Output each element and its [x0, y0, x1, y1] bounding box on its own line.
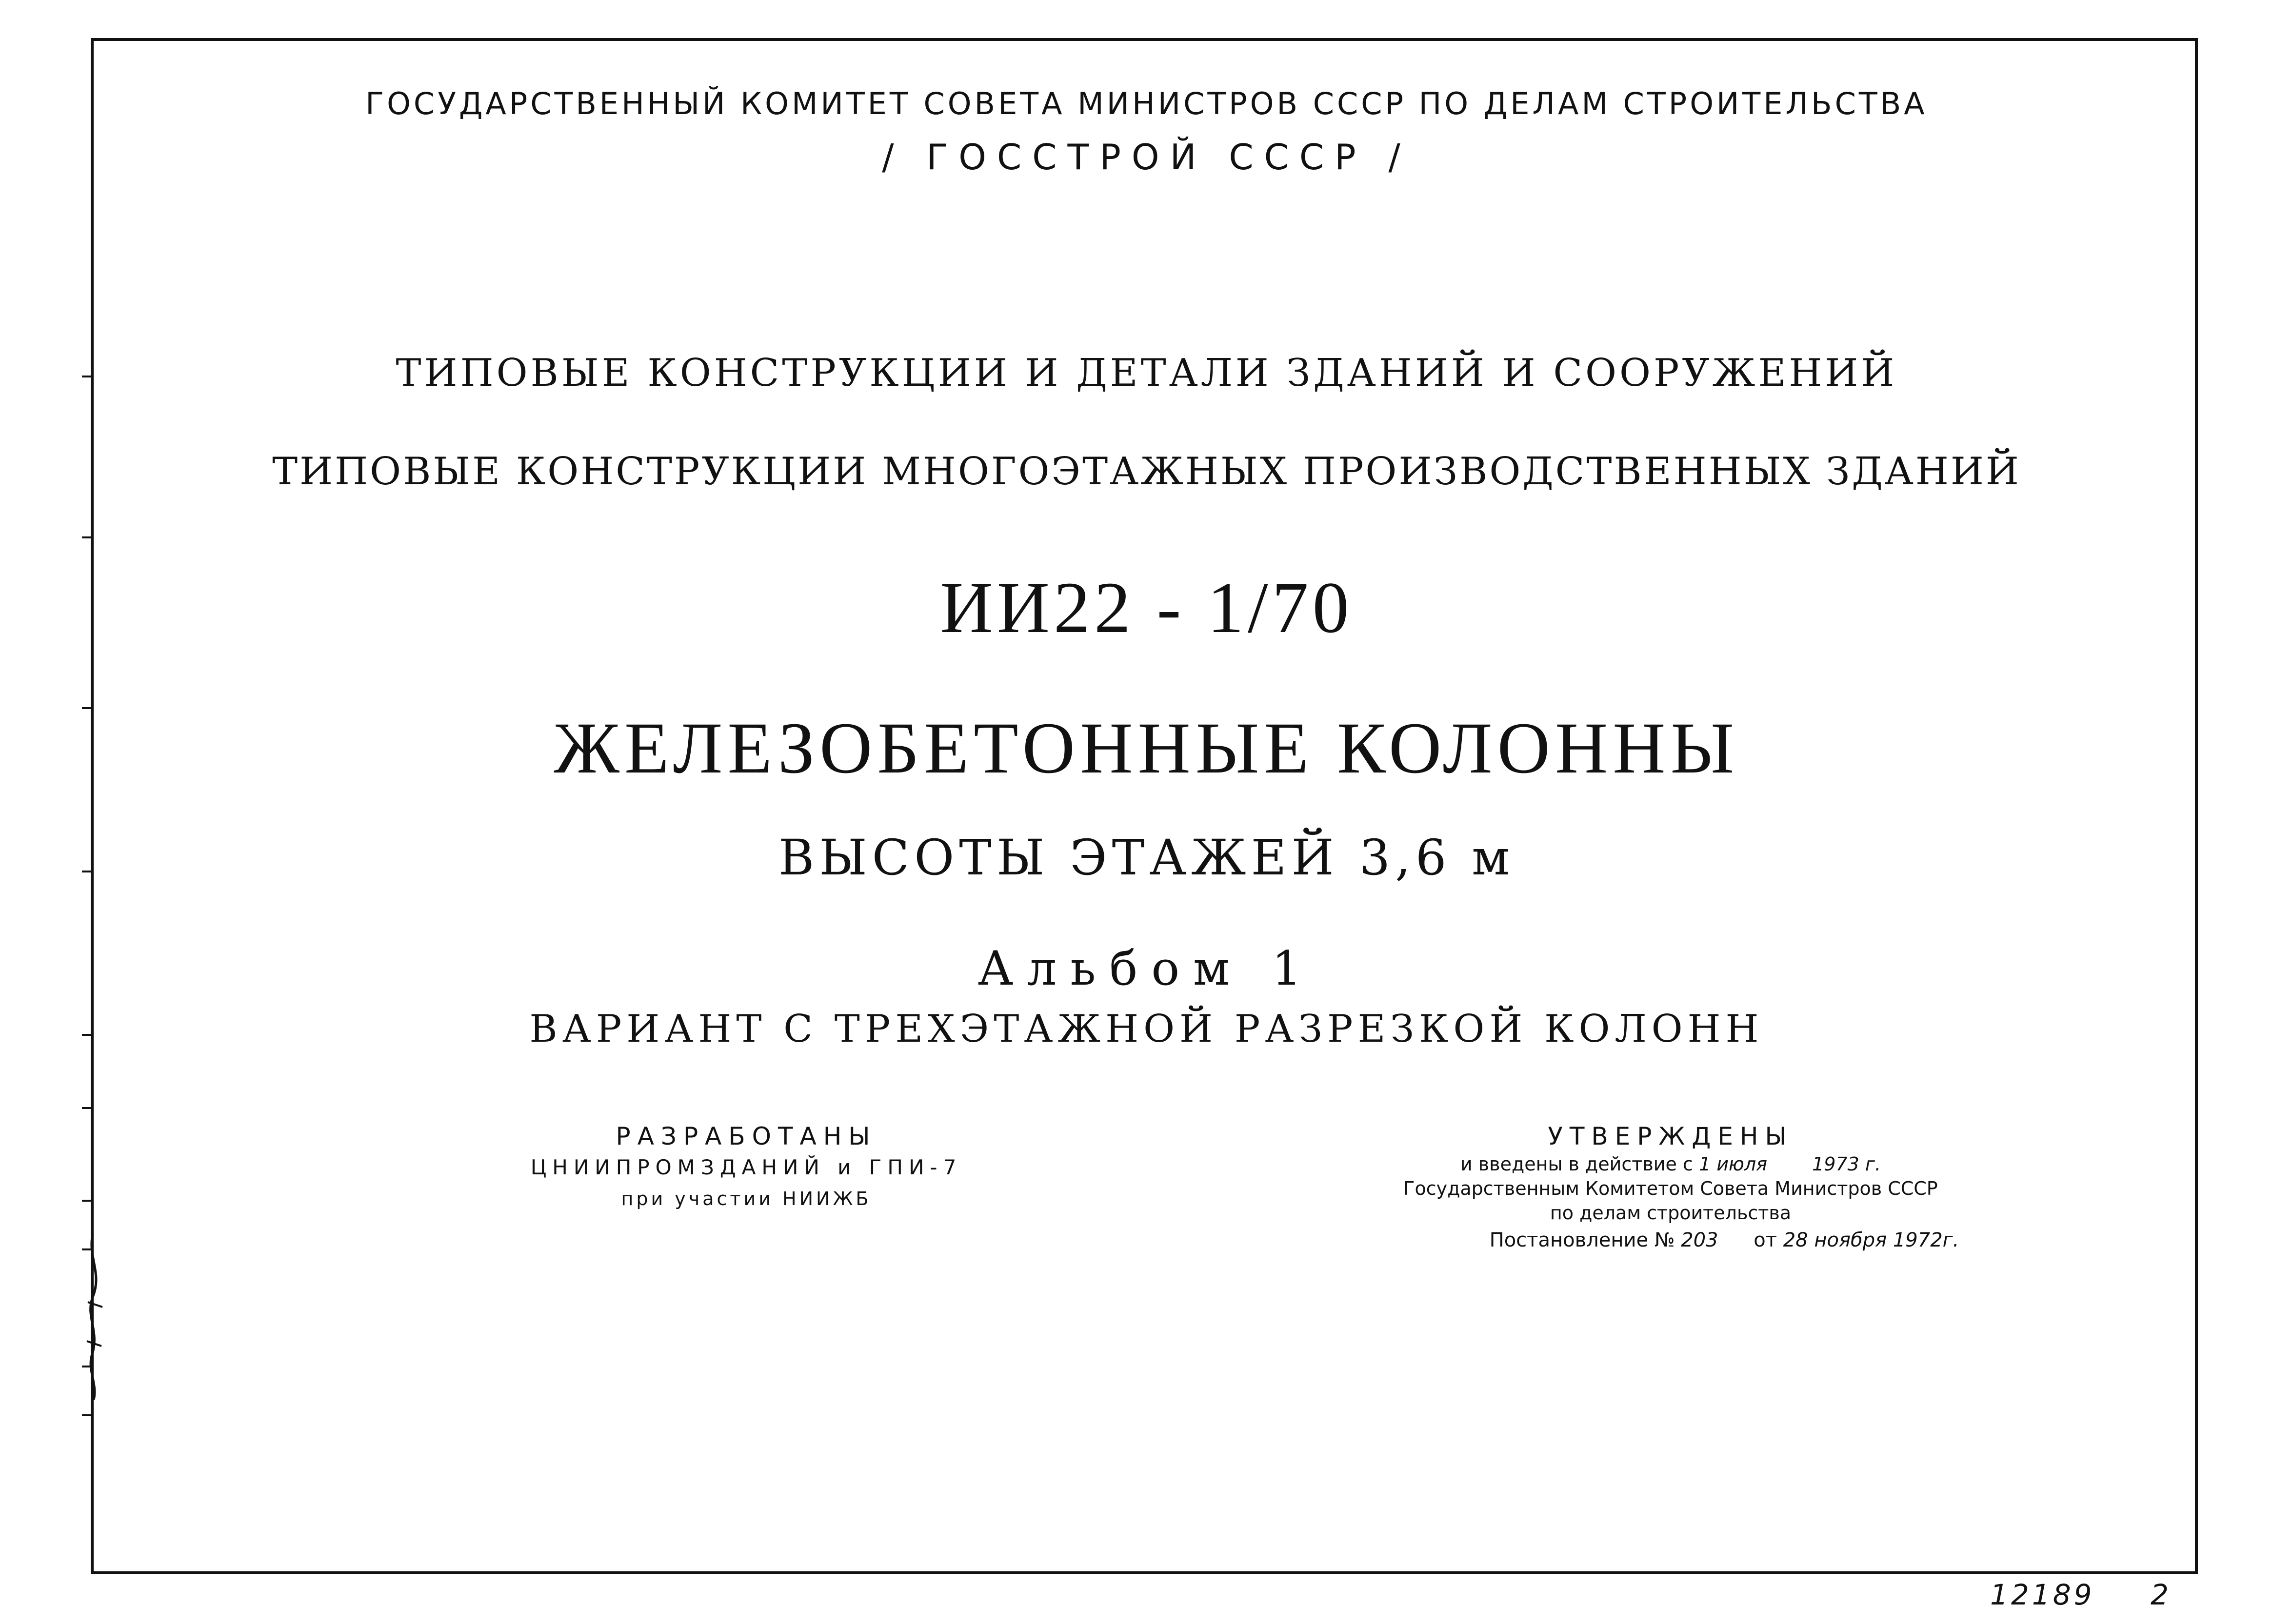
margin-tick — [82, 536, 94, 538]
effective-year: 1973 г. — [1812, 1153, 1881, 1175]
developed-org: ЦНИИПРОМЗДАНИЙ и ГПИ-7 — [530, 1155, 962, 1179]
variant-label: ВАРИАНТ С ТРЕХЭТАЖНОЙ РАЗРЕЗКОЙ КОЛОНН — [529, 1007, 1764, 1051]
approved-authority: Государственным Комитетом Совета Министров СССР — [1403, 1178, 1938, 1199]
document-subtitle: ВЫСОТЫ ЭТАЖЕЙ 3,6 м — [778, 829, 1515, 886]
document-code: ИИ22 - 1/70 — [940, 567, 1353, 648]
series-title-1: ТИПОВЫЕ КОНСТРУКЦИИ И ДЕТАЛИ ЗДАНИЙ И СООРУЖЕНИЙ — [396, 351, 1897, 395]
approved-effective: и введены в действие с 1 июля 1973 г. — [1460, 1153, 1881, 1175]
approved-authority-2: по делам строительства — [1550, 1202, 1792, 1224]
decree-line: Постановление № 203 от 28 ноября 1972г. — [1489, 1229, 1959, 1251]
margin-tick — [82, 1107, 94, 1109]
developed-block — [405, 1121, 1088, 1214]
album-label: Альбом 1 — [977, 941, 1316, 996]
decree-date: 28 ноября 1972г. — [1783, 1229, 1959, 1251]
decree-number: 203 — [1681, 1229, 1718, 1251]
sheet-number: 2 — [2150, 1578, 2172, 1611]
margin-signature — [59, 1229, 117, 1405]
inventory-number: 12189 — [1990, 1578, 2095, 1611]
series-title-2: ТИПОВЫЕ КОНСТРУКЦИИ МНОГОЭТАЖНЫХ ПРОИЗВОДСТВЕННЫХ ЗДАНИЙ — [272, 450, 2021, 494]
developed-heading: РАЗРАБОТАНЫ — [616, 1122, 877, 1150]
margin-tick — [82, 1200, 94, 1202]
inventory-stamp — [1990, 1578, 2172, 1611]
developed-participation: при участии НИИЖБ — [621, 1188, 872, 1209]
approved-heading: УТВЕРЖДЕНЫ — [1548, 1122, 1794, 1150]
organization-name: ГОСУДАРСТВЕННЫЙ КОМИТЕТ СОВЕТА МИНИСТРОВ СССР ПО ДЕЛАМ СТРОИТЕЛЬСТВА — [365, 86, 1928, 121]
document-title: ЖЕЛЕЗОБЕТОННЫЕ КОЛОННЫ — [554, 708, 1739, 789]
sheet-frame — [91, 38, 2198, 1574]
organization-short-name: / ГОССТРОЙ СССР / — [882, 137, 1411, 178]
effective-date: 1 июля — [1698, 1153, 1768, 1175]
approved-block — [1317, 1121, 2024, 1252]
margin-tick — [82, 1414, 94, 1416]
